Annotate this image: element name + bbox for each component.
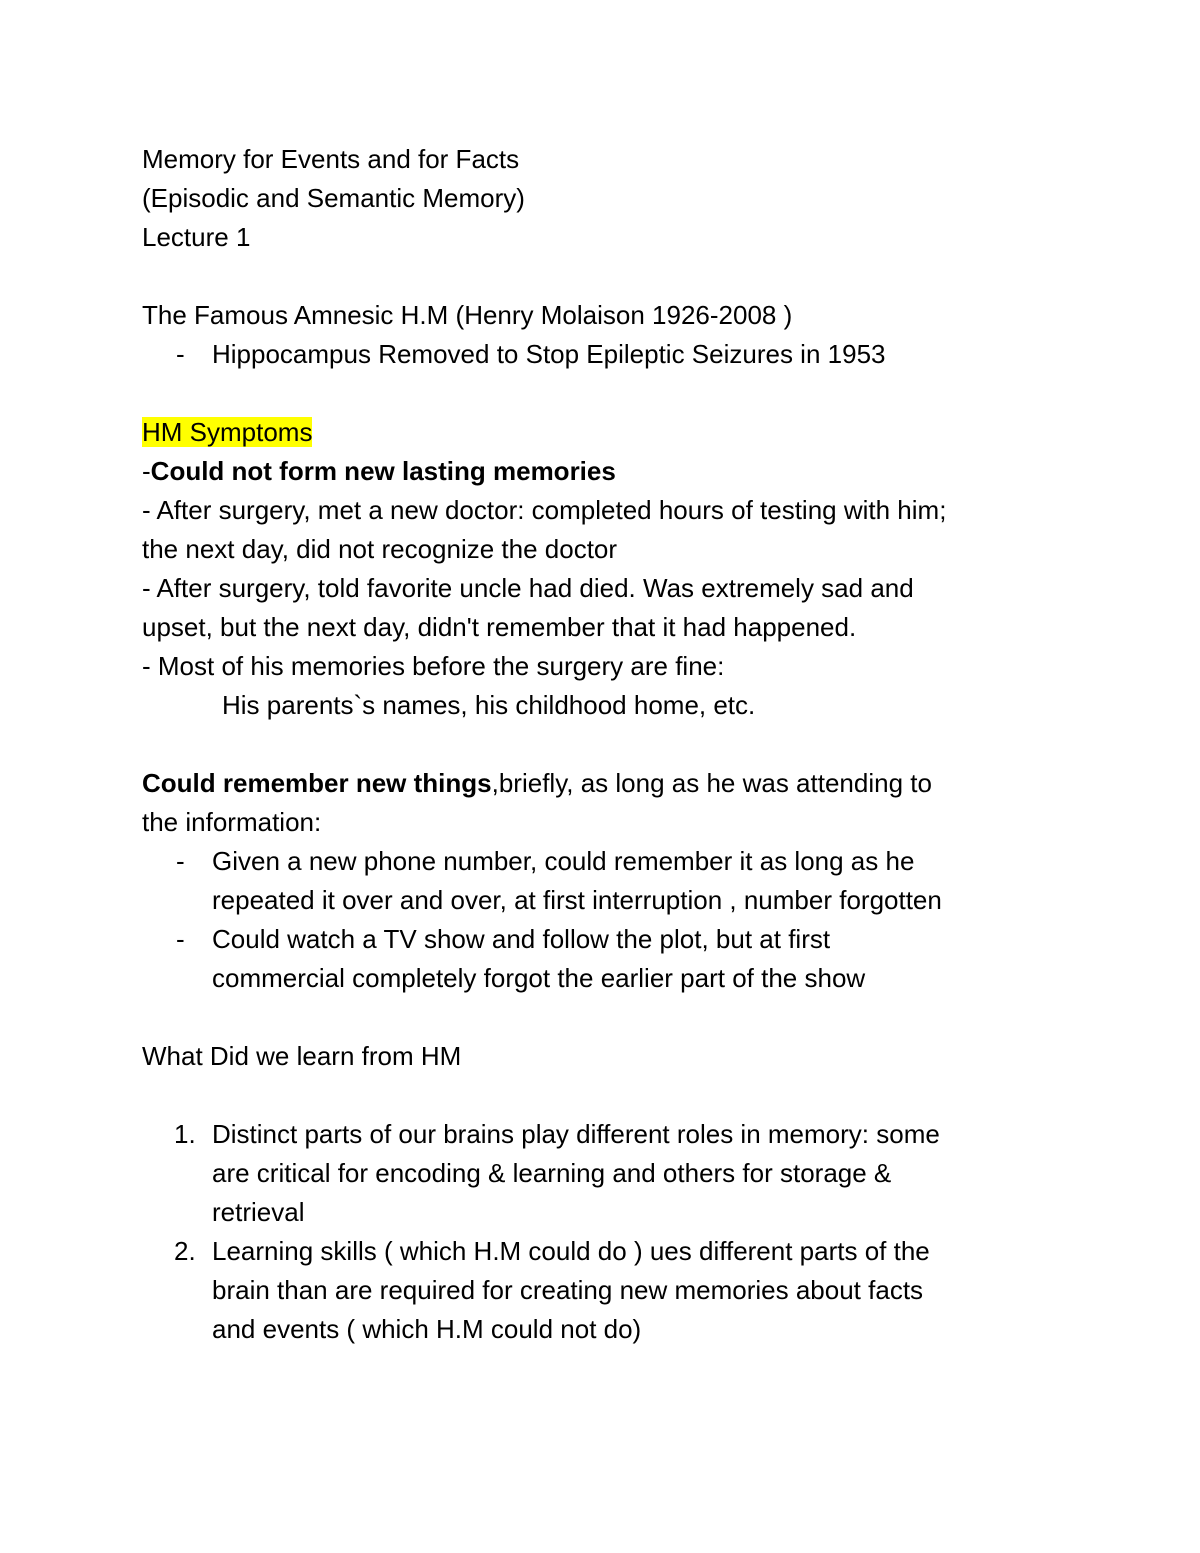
learned-item-2 xyxy=(142,1232,1062,1271)
symptom-point-1-bold: Could not form new lasting memories xyxy=(150,456,616,486)
symptom-point-3-line-1: - After surgery, told favorite uncle had died. Was extremely sad and xyxy=(142,573,914,603)
doc-title: Memory for Events and for Facts xyxy=(142,144,520,174)
symptoms-heading: HM Symptoms xyxy=(142,417,313,447)
remember-rest: ,briefly, as long as he was attending to xyxy=(491,768,932,798)
learned-heading: What Did we learn from HM xyxy=(142,1041,462,1071)
list-number: 2. xyxy=(174,1236,196,1266)
learned-item-1-line-2: are critical for encoding & learning and others for storage & xyxy=(212,1158,892,1188)
symptom-point-2-line-1: - After surgery, met a new doctor: completed hours of testing with him; xyxy=(142,495,947,525)
document-page xyxy=(142,140,1062,1349)
spacer xyxy=(142,725,1062,764)
symptom-point-1-prefix: - xyxy=(142,456,151,486)
remember-bullet-1 xyxy=(142,842,1062,881)
bullet-dash: - xyxy=(176,924,185,954)
remember-bold: Could remember new things xyxy=(142,768,492,798)
spacer xyxy=(142,257,1062,296)
symptom-point-4-line-2: His parents`s names, his childhood home, etc. xyxy=(222,690,756,720)
spacer xyxy=(142,374,1062,413)
symptom-point-3-line-2: upset, but the next day, didn't remember that it had happened. xyxy=(142,612,857,642)
symptoms-heading-row xyxy=(142,413,1062,452)
list-number: 1. xyxy=(174,1119,196,1149)
hm-intro-heading: The Famous Amnesic H.M (Henry Molaison 1926-2008 ) xyxy=(142,300,793,330)
learned-item-1-line-1: Distinct parts of our brains play different roles in memory: some xyxy=(212,1119,940,1149)
spacer xyxy=(142,1076,1062,1115)
bullet-text: Hippocampus Removed to Stop Epileptic Seizures in 1953 xyxy=(212,339,886,369)
remember-bullet-2-cont: commercial completely forgot the earlier part of the show xyxy=(212,963,866,993)
learned-item-1 xyxy=(142,1115,1062,1154)
learned-item-2-line-1: Learning skills ( which H.M could do ) ues different parts of the xyxy=(212,1236,930,1266)
learned-item-2-line-2: brain than are required for creating new memories about facts xyxy=(212,1275,924,1305)
bullet-text: Could watch a TV show and follow the plot, but at first xyxy=(212,924,831,954)
remember-line-2: the information: xyxy=(142,807,322,837)
symptom-point-2-line-2: the next day, did not recognize the doctor xyxy=(142,534,618,564)
symptom-point-4-line-1: - Most of his memories before the surgery are fine: xyxy=(142,651,725,681)
bullet-dash: - xyxy=(176,339,185,369)
remember-line-1 xyxy=(142,764,1062,803)
lecture-label: Lecture 1 xyxy=(142,222,251,252)
bullet-text: Given a new phone number, could remember it as long as he xyxy=(212,846,915,876)
doc-subtitle: (Episodic and Semantic Memory) xyxy=(142,183,525,213)
learned-item-2-line-3: and events ( which H.M could not do) xyxy=(212,1314,642,1344)
learned-item-1-line-3: retrieval xyxy=(212,1197,305,1227)
symptom-point-1 xyxy=(142,452,1062,491)
remember-bullet-2 xyxy=(142,920,1062,959)
spacer xyxy=(142,998,1062,1037)
bullet-dash: - xyxy=(176,846,185,876)
remember-bullet-1-cont: repeated it over and over, at first interruption , number forgotten xyxy=(212,885,942,915)
hm-intro-bullet xyxy=(142,335,1062,374)
